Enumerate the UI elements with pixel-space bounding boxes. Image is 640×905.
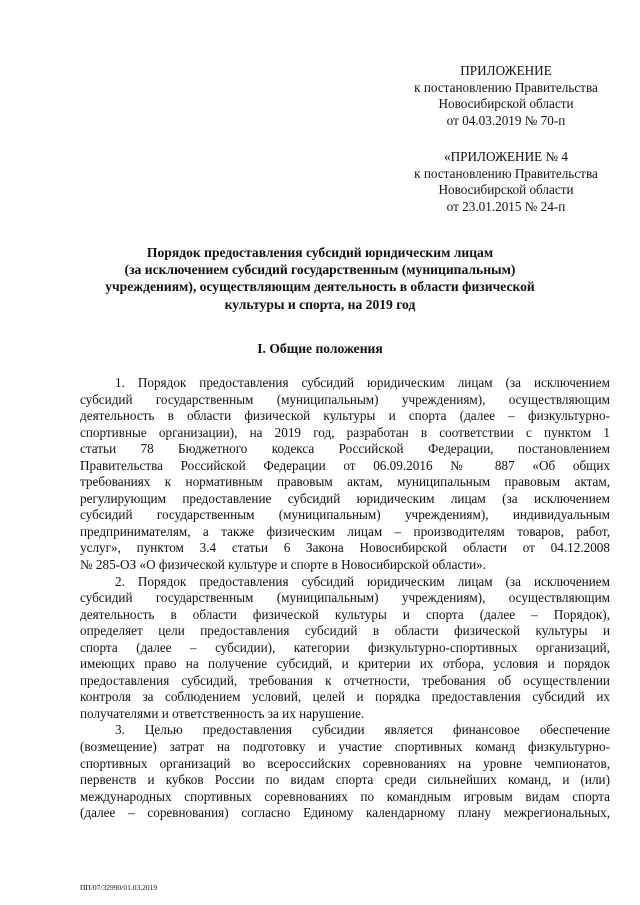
- paragraph-line: услуг», пунктом 3.4 статьи 6 Закона Новосибирской области от 04.12.2008: [80, 540, 610, 556]
- appendix-header-line: «ПРИЛОЖЕНИЕ № 4: [444, 149, 568, 164]
- paragraph-line: получателями и ответственность за их нарушение.: [80, 705, 365, 721]
- paragraph-line: спортивных организаций во всероссийских соревнованиях на уровне чемпионатов,: [80, 755, 610, 771]
- paragraph: [80, 574, 610, 723]
- paragraph-line: регулирующим предоставление субсидий юридическим лицам (за исключением: [80, 490, 610, 506]
- paragraph-line: предоставления субсидий, требования к отчетности, требования об осуществлении: [80, 672, 610, 688]
- paragraph-line: 3. Целью предоставления субсидии является финансовое обеспечение: [115, 722, 610, 738]
- paragraph-line: 1. Порядок предоставления субсидий юридическим лицам (за исключением: [115, 375, 610, 390]
- section-heading: I. Общие положения: [257, 341, 383, 356]
- paragraph-line: первенств и кубков России по видам спорта среди сильнейших команд, и (или): [80, 772, 610, 788]
- appendix-header-current: [388, 63, 624, 129]
- appendix-header-line: ПРИЛОЖЕНИЕ: [460, 63, 552, 78]
- paragraph-line: (далее – соревнования) согласно Единому календарному плану межрегиональных,: [80, 805, 610, 821]
- appendix-header-line: к постановлению Правительства: [414, 79, 598, 95]
- appendix-header-line: к постановлению Правительства: [414, 165, 598, 181]
- paragraph-line: Правительства Российской Федерации от 06.09.2016 № 887 «Об общих: [80, 457, 610, 473]
- document-body: [80, 375, 610, 822]
- paragraph-line: деятельность в области физической культуры и спорта (далее – Порядок),: [80, 606, 610, 622]
- document-reference-code: ПП/07/32990/01.03.2019: [80, 883, 158, 892]
- appendix-header-line: Новосибирской области: [438, 96, 574, 112]
- paragraph-line: спорта (далее – субсидии), категории физкультурно-спортивных организаций,: [80, 639, 610, 655]
- document-title-line: учреждениям), осуществляющим деятельность в области физической: [105, 279, 535, 295]
- appendix-header-line: от 04.03.2019 № 70-п: [446, 112, 566, 128]
- paragraph-line: предпринимателям, а также физическим лицам – производителям товаров, работ,: [80, 523, 610, 539]
- document-title-line: культуры и спорта, на 2019 год: [224, 296, 416, 312]
- paragraph-line: субсидий государственным (муниципальным) учреждениям), индивидуальным: [80, 507, 610, 523]
- paragraph-line: требованиях к нормативным правовым актам, муниципальным правовым актам,: [80, 474, 610, 490]
- document-title-line: (за исключением субсидий государственным (муниципальным): [124, 262, 516, 278]
- paragraph-line: 2. Порядок предоставления субсидий юридическим лицам (за исключением: [115, 573, 610, 589]
- document-title-line: Порядок предоставления субсидий юридическим лицам: [146, 245, 494, 260]
- paragraph: [80, 375, 610, 574]
- paragraph-line: № 285-ОЗ «О физической культуре и спорте в Новосибирской области».: [80, 557, 487, 573]
- paragraph: [80, 722, 610, 821]
- appendix-header-original: [388, 149, 624, 215]
- appendix-header-line: Новосибирской области: [438, 182, 574, 198]
- paragraph-line: (возмещение) затрат на подготовку и участие спортивных команд физкультурно-: [80, 739, 610, 755]
- appendix-header-line: от 23.01.2015 № 24-п: [446, 198, 566, 214]
- paragraph-line: субсидий государственным (муниципальным) учреждениям), осуществляющим: [80, 391, 610, 407]
- document-title: [80, 244, 560, 313]
- paragraph-line: спортивные организации), на 2019 год, разработан в соответствии с пунктом 1: [80, 424, 610, 440]
- paragraph-line: определяет цели предоставления субсидий в области физической культуры и: [80, 623, 610, 639]
- paragraph-line: субсидий государственным (муниципальным) учреждениям), осуществляющим: [80, 590, 610, 606]
- paragraph-line: имеющих право на получение субсидий, и критерии их отбора, условия и порядок: [80, 656, 610, 672]
- paragraph-line: статьи 78 Бюджетного кодекса Российской Федерации, постановлением: [80, 441, 610, 457]
- paragraph-line: международных спортивных соревнованиях по командным игровым видам спорта: [80, 788, 610, 804]
- paragraph-line: контроля за соблюдением условий, целей и порядка предоставления субсидий их: [80, 689, 610, 705]
- paragraph-line: деятельность в области физической культуры и спорта (далее – физкультурно-: [80, 408, 610, 424]
